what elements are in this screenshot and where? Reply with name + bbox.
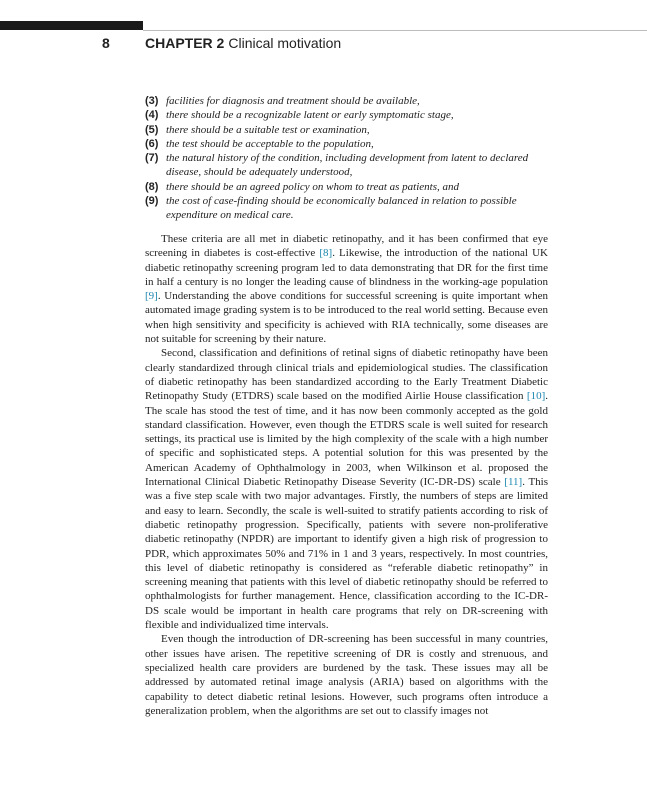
criteria-item bbox=[145, 137, 555, 151]
citation-link[interactable]: [9] bbox=[145, 290, 158, 303]
header-rule bbox=[143, 30, 647, 31]
criteria-item bbox=[145, 194, 555, 223]
citation-link[interactable]: [10] bbox=[526, 390, 546, 403]
paragraph-text: . This was a five step scale with two major advantages. Firstly, the numbers of steps are limited and easy to learn. Secondly, the scale is well-suited to stratify patients according to risk of diabetic retinopathy progression. Specifically, patients with severe non-proliferative diabetic retinopathy (NPDR) are important to identify given a high risk of progression to PDR, which approximates 50% and 71% in 1 and 3 years, respectively. In most countries, this level of diabetic retinopathy is considered as “referable diabetic retinopathy” in screening meaning that patients with this level of diabetic retinopathy should be referred to ophthalmologists for further management. Hence, classification according to the IC-DR-DS scale would be important in health care programs that rely on DR-screening with flexible and individualized time intervals. bbox=[145, 476, 548, 632]
criteria-item bbox=[145, 123, 555, 137]
criteria-text: there should be a suitable test or examination, bbox=[166, 123, 370, 136]
criteria-item bbox=[145, 108, 555, 122]
criteria-number: (9) bbox=[145, 195, 159, 208]
criteria-number: (6) bbox=[145, 137, 159, 150]
criteria-list bbox=[145, 94, 555, 223]
criteria-item bbox=[145, 180, 555, 194]
criteria-text: the test should be acceptable to the population, bbox=[166, 137, 374, 150]
criteria-number: (4) bbox=[145, 109, 159, 122]
chapter-label: CHAPTER 2 bbox=[145, 35, 225, 51]
paragraph-text: Even though the introduction of DR-screening has been successful in many countries, other issues have arisen. The repetitive screening of DR is costly and strenuous, and specialized health care providers are burdened by the task. These issues may all be addressed by automated retinal image analysis (ARIA) based on algorithms with the capability to detect diabetic retinal lesions. However, such programs often introduce a generalization problem, when the algorithms are set out to classify images not bbox=[145, 633, 548, 717]
paragraph-text: Second, classification and definitions of retinal signs of diabetic retinopathy have been clearly standardized through clinical trials and epidemiological studies. The classification of diabetic retinopathy has been standardized according to the Early Treatment Diabetic Retinopathy Study (ETDRS) scale based on the modified Airlie House classification bbox=[145, 347, 548, 403]
chapter-heading bbox=[145, 35, 341, 51]
paragraph bbox=[145, 232, 548, 346]
criteria-text: the natural history of the condition, including development from latent to declared disease, should be adequately understood, bbox=[166, 152, 529, 179]
criteria-item bbox=[145, 151, 555, 180]
criteria-text: the cost of case-finding should be economically balanced in relation to possible expenditure on medical care. bbox=[166, 195, 517, 222]
header-bar bbox=[0, 21, 143, 30]
criteria-text: facilities for diagnosis and treatment should be available, bbox=[166, 95, 420, 107]
criteria-number: (7) bbox=[145, 152, 159, 165]
criteria-number: (5) bbox=[145, 123, 159, 136]
paragraph bbox=[145, 632, 548, 718]
citation-link[interactable]: [11] bbox=[504, 476, 523, 489]
criteria-text: there should be an agreed policy on whom to treat as patients, and bbox=[166, 180, 459, 193]
paragraph-text: . Understanding the above conditions for successful screening is quite important when automated image grading system is to be introduced to the real world setting. Because even when high sensitivity and specificity is achieved with RIA technically, some diseases are not suitable for screening by their nature. bbox=[145, 290, 548, 346]
paragraph-text: . The scale has stood the test of time, and it has now been commonly accepted as the gold standard classification. However, even though the ETDRS scale is well suited for research settings, its practical use is limited by the high complexity of the scale with a high number of specific and sophisticated steps. A potential solution for this was presented by the American Academy of Ophthalmology in 2003, when Wilkinson et al. proposed the International Clinical Diabetic Retinopathy Disease Severity (IC-DR-DS) scale bbox=[145, 390, 548, 489]
paragraph-text: . Likewise, the introduction of the national UK diabetic retinopathy screening program led to data demonstrating that DR for the first time in half a century is no longer the leading cause of blindness in the working-age population bbox=[145, 247, 549, 288]
paragraph-text: These criteria are all met in diabetic retinopathy, and it has been confirmed that eye screening in diabetes is cost-effective bbox=[145, 233, 548, 260]
page-number: 8 bbox=[102, 35, 110, 51]
body-text bbox=[145, 232, 548, 718]
criteria-number: (3) bbox=[145, 95, 159, 107]
criteria-text: there should be a recognizable latent or early symptomatic stage, bbox=[166, 109, 454, 122]
citation-link[interactable]: [8] bbox=[319, 247, 333, 260]
criteria-number: (8) bbox=[145, 180, 159, 193]
criteria-item bbox=[145, 94, 555, 108]
chapter-title: Clinical motivation bbox=[228, 35, 342, 51]
paragraph bbox=[145, 346, 548, 632]
